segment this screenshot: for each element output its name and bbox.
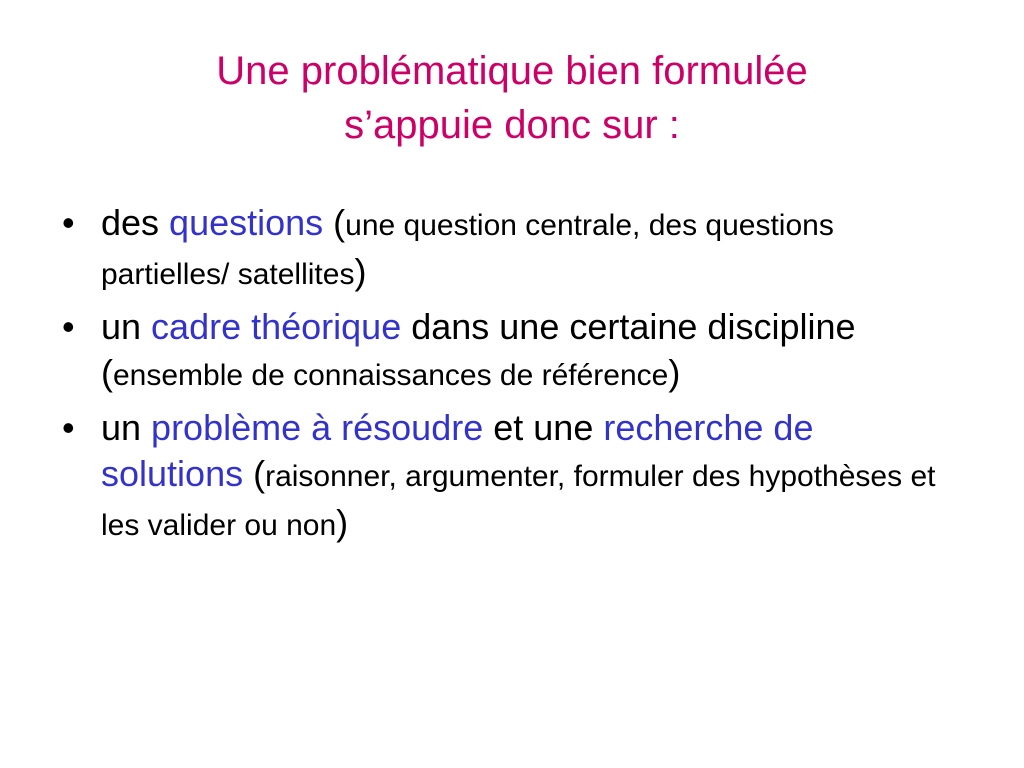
title-line-1: Une problématique bien formulée: [216, 49, 808, 93]
keyword-questions: questions: [169, 202, 324, 243]
title-line-2: s’appuie donc sur :: [344, 103, 680, 147]
bullet-lead: des: [101, 202, 170, 243]
bullet-middle: et une: [483, 407, 604, 448]
bullet-questions: [62, 200, 962, 298]
bullet-marker: •: [62, 306, 75, 347]
bullet-marker: •: [62, 407, 75, 448]
close-paren: ): [354, 251, 367, 292]
detail-probleme: raisonner, argumenter, formuler des hypothèses et les valider ou non: [101, 460, 936, 542]
keyword-probleme: problème à résoudre: [151, 407, 484, 448]
keyword-cadre-theorique: cadre théorique: [151, 306, 402, 347]
bullet-marker: •: [62, 202, 75, 243]
bullet-list: [62, 200, 962, 555]
open-paren: (: [243, 453, 266, 494]
close-paren: ): [336, 502, 349, 543]
bullet-middle: dans une certaine discipline (: [101, 306, 856, 393]
keyword-recherche-solutions: recherche de solutions: [101, 407, 814, 494]
detail-questions: une question centrale, des questions partielles/ satellites: [101, 209, 834, 291]
bullet-lead: un: [101, 407, 152, 448]
detail-cadre-theorique: ensemble de connaissances de référence: [113, 359, 669, 392]
bullet-probleme: [62, 405, 962, 549]
bullet-cadre-theorique: [62, 304, 962, 399]
close-paren: ): [668, 352, 681, 393]
slide-title: [0, 44, 1024, 152]
bullet-lead: un: [101, 306, 152, 347]
open-paren: (: [323, 202, 346, 243]
